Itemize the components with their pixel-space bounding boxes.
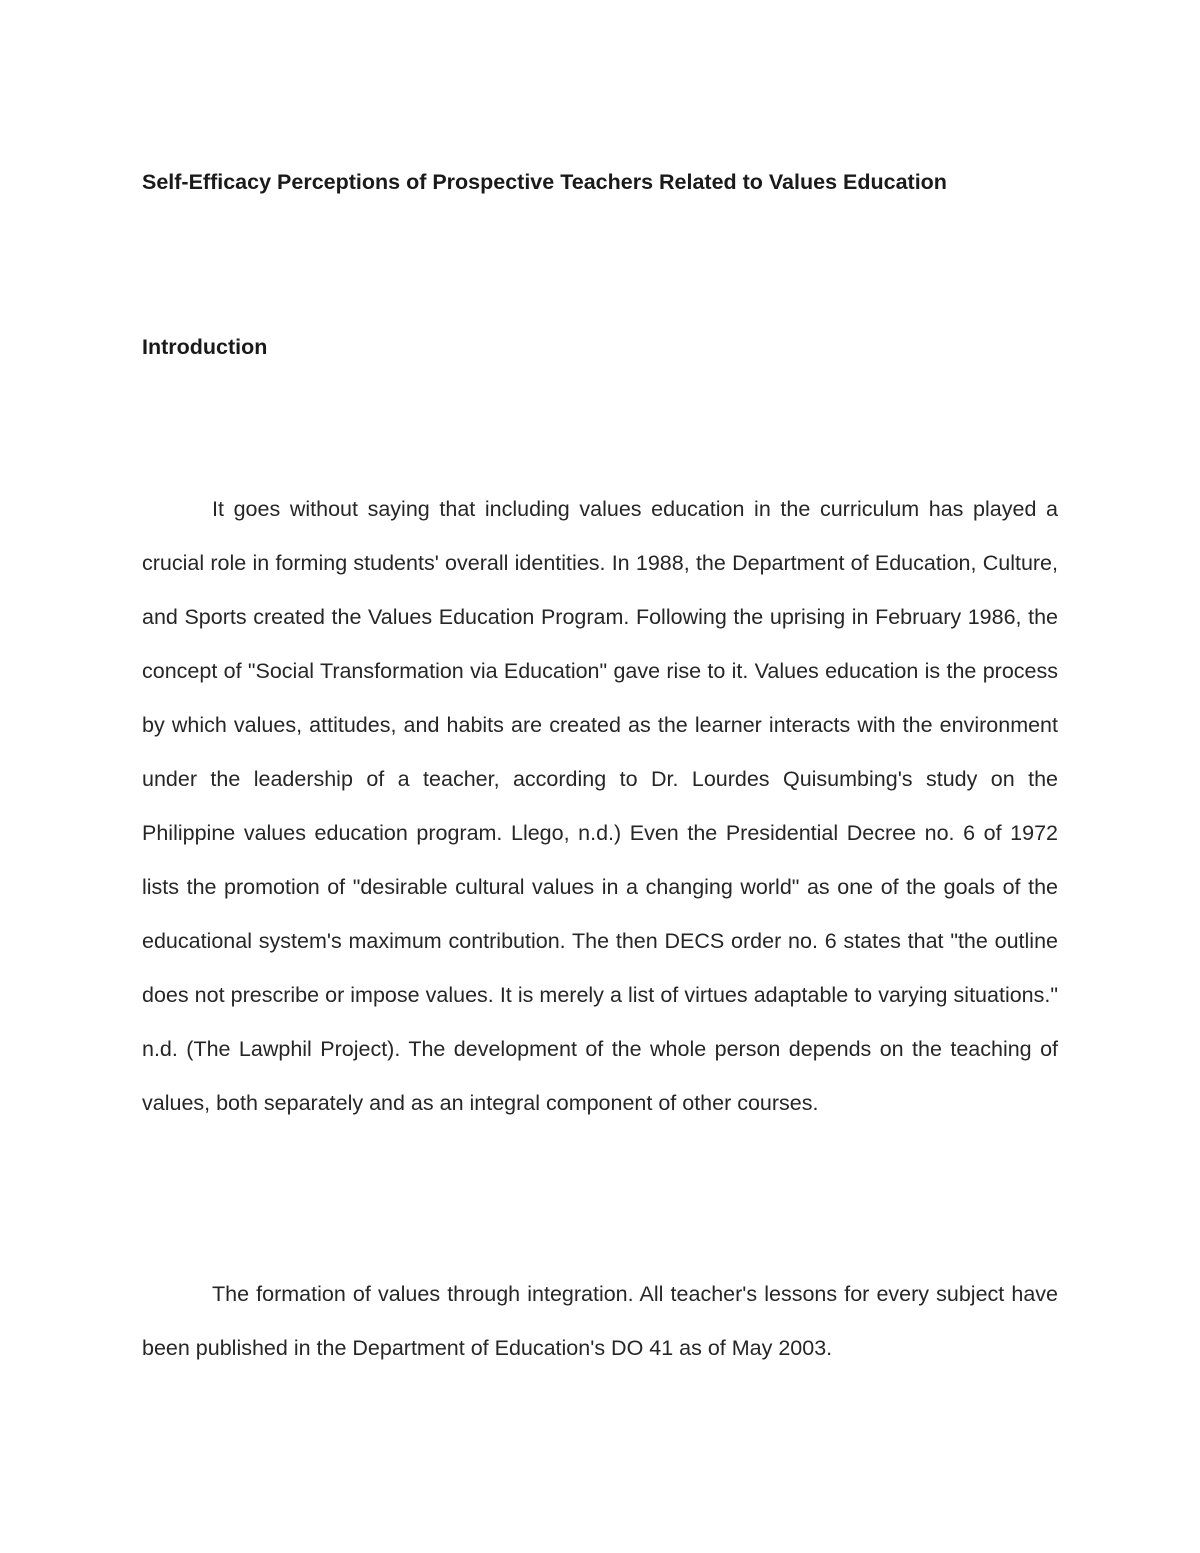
document-title: Self-Efficacy Perceptions of Prospective Teachers Related to Values Education [142, 170, 947, 194]
body-paragraph: It goes without saying that including values education in the curriculum has played a crucial role in forming students' overall identities. In 1988, the Department of Education, Culture, and Sports created the Values Education Program. Following the uprising in February 1986, the concept of "Social Transformation via Education" gave rise to it. Values education is the process by which values, attitudes, and habits are created as the learner interacts with the environment under the leadership of a teacher, according to Dr. Lourdes Quisumbing's study on the Philippine values education program. Llego, n.d.) Even the Presidential Decree no. 6 of 1972 lists the promotion of "desirable cultural values in a changing world" as one of the goals of the educational system's maximum contribution. The then DECS order no. 6 states that "the outline does not prescribe or impose values. It is merely a list of virtues adaptable to varying situations." n.d. (The Lawphil Project). The development of the whole person depends on the teaching of values, both separately and as an integral component of other courses. [142, 497, 1058, 1115]
body-paragraph: The formation of values through integration. All teacher's lessons for every subject have been published in the Department of Education's DO 41 as of May 2003. [142, 1282, 1058, 1360]
section-heading-introduction: Introduction [142, 335, 268, 359]
